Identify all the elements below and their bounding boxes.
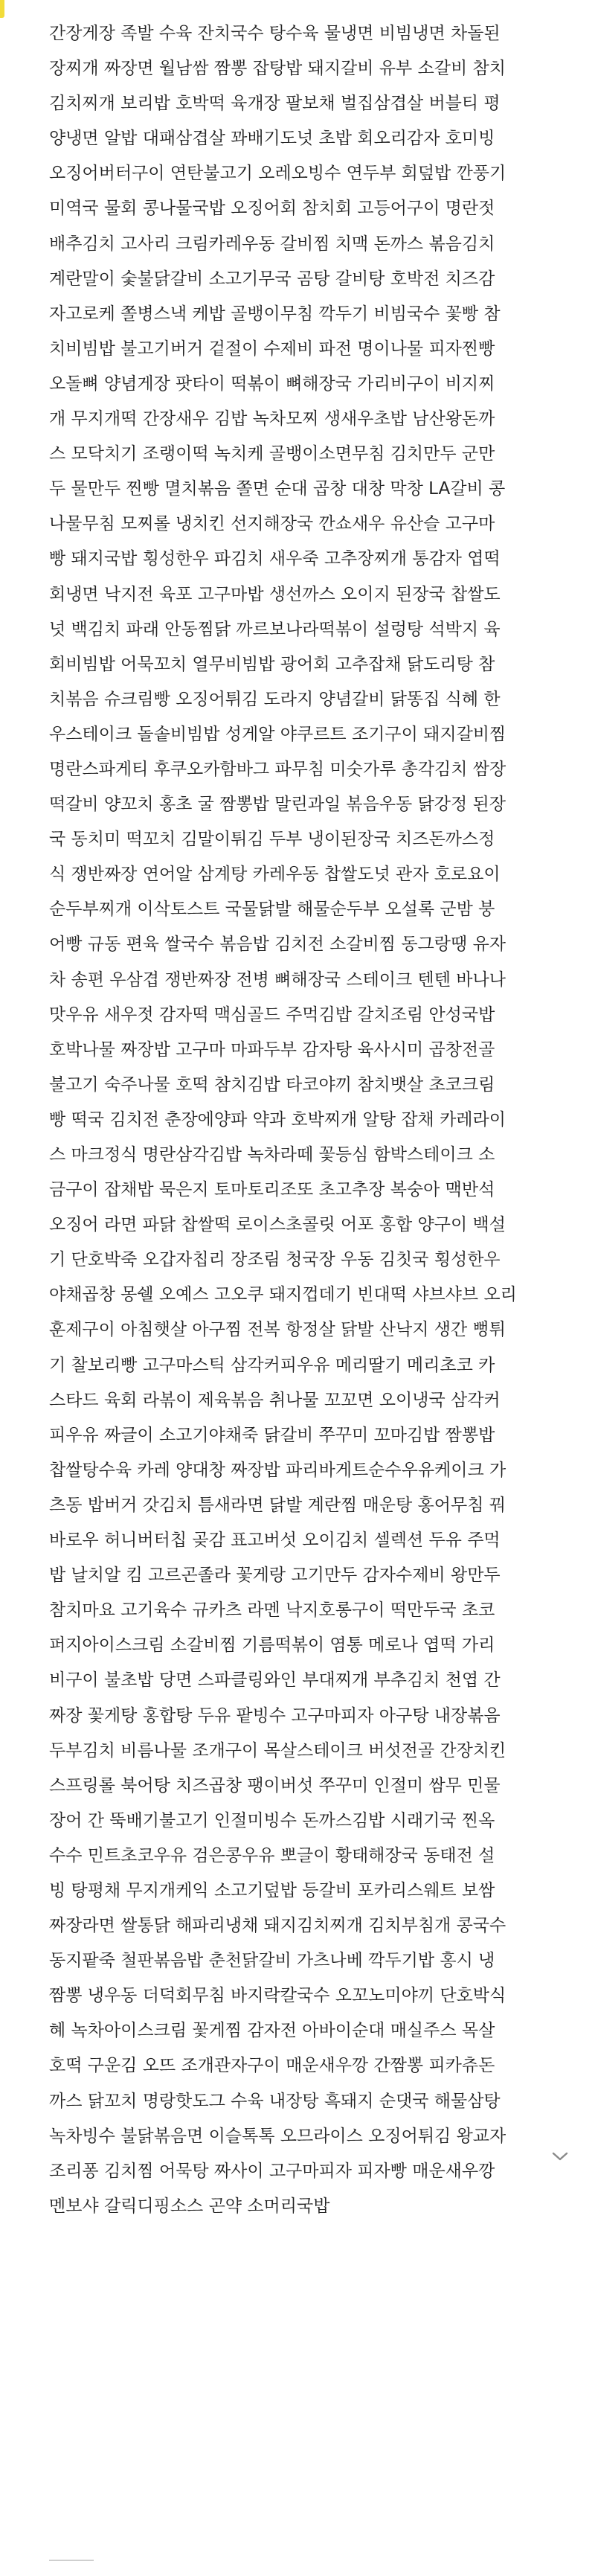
text-line: 치비빔밥 불고기버거 겉절이 수제비 파전 명이나물 피자찐빵: [49, 339, 495, 359]
text-line: 빵 떡국 김치전 춘장에양파 약과 호박찌개 알탕 잡채 카레라이: [49, 1109, 506, 1130]
text-line: 멘보샤 갈릭디핑소스 곤약 소머리국밥: [49, 2196, 330, 2216]
text-line: 식 쟁반짜장 연어알 삼계탕 카레우동 찹쌀도넛 관자 호로요이: [49, 865, 501, 885]
footer-divider: [49, 2560, 94, 2561]
text-line: 회냉면 낙지전 육포 고구마밥 생선까스 오이지 된장국 찹쌀도: [49, 584, 501, 604]
text-line: 장어 간 뚝배기불고기 인절미빙수 돈까스김밥 시래기국 찐옥: [49, 1810, 495, 1830]
text-line: 회비빔밥 어묵꼬치 열무비빔밥 광어회 고추잡채 닭도리탕 참: [49, 654, 495, 674]
text-line: 양냉면 알밥 대패삼겹살 꽈배기도넛 초밥 회오리감자 호미빙: [49, 129, 495, 149]
text-line: 바로우 허니버터칩 곶감 표고버섯 오이김치 셀렉션 두유 주먹: [49, 1531, 501, 1551]
text-line: 국 동치미 떡꼬치 김말이튀김 두부 냉이된장국 치즈돈까스정: [49, 830, 495, 850]
text-line: 기 찰보리빵 고구마스틱 삼각커피우유 메리딸기 메리초코 카: [49, 1355, 495, 1375]
text-line: 빵 돼지국밥 횡성한우 파김치 새우죽 고추장찌개 통감자 엽떡: [49, 549, 501, 569]
text-line: 까스 닭꼬치 명랑핫도그 수육 내장탕 흑돼지 순댓국 해물삼탕: [49, 2091, 501, 2111]
text-line: 불고기 숙주나물 호떡 참치김밥 타코야끼 참치뱃살 초코크림: [49, 1074, 495, 1095]
text-line: 수수 민트초코우유 검은콩우유 뽀글이 황태해장국 동태전 설: [49, 1845, 495, 1865]
text-line: 순두부찌개 이삭토스트 국물닭발 해물순두부 오설록 군밤 붕: [49, 900, 495, 920]
chevron-down-icon[interactable]: [552, 2152, 568, 2161]
scroll-indicator: [0, 0, 4, 18]
text-line: 미역국 물회 콩나물국밥 오징어회 참치회 고등어구이 명란젓: [49, 199, 495, 219]
text-line: 피우유 짜글이 소고기야채죽 닭갈비 쭈꾸미 꼬마김밥 짬뽕밥: [49, 1425, 495, 1445]
text-line: 계란말이 숯불닭갈비 소고기무국 곰탕 갈비탕 호박전 치즈감: [49, 269, 495, 289]
text-line: 차 송편 우삼겹 쟁반짜장 전병 뼈해장국 스테이크 텐텐 바나나: [49, 970, 506, 990]
text-line: 호떡 구운김 오뜨 조개관자구이 매운새우깡 간짬뽕 피카츄돈: [49, 2056, 495, 2076]
text-line: 스프링롤 북어탕 치즈곱창 팽이버섯 쭈꾸미 인절미 쌈무 민물: [49, 1775, 501, 1795]
text-line: 두 물만두 찐빵 멸치볶음 쫄면 순대 곱창 대창 막창 LA갈비 콩: [49, 479, 506, 499]
text-line: 자고로케 쫄병스낵 케밥 골뱅이무침 깍두기 비빔국수 꽃빵 참: [49, 304, 501, 324]
text-line: 장찌개 짜장면 월남쌈 짬뽕 잡탕밥 돼지갈비 유부 소갈비 참치: [49, 59, 506, 79]
text-line: 참치마요 고기육수 규카츠 라멘 낙지호롱구이 떡만두국 초코: [49, 1601, 495, 1621]
text-line: 우스테이크 돌솥비빔밥 성게알 야쿠르트 조기구이 돼지갈비찜: [49, 724, 506, 744]
text-line: 오징어 라면 파닭 찹쌀떡 로이스초콜릿 어포 홍합 양구이 백설: [49, 1215, 506, 1235]
text-line: 혜 녹차아이스크림 꽃게찜 감자전 아바이순대 매실주스 목살: [49, 2021, 495, 2041]
text-line: 츠동 밥버거 갓김치 틈새라면 닭발 계란찜 매운탕 홍어무침 꿔: [49, 1495, 506, 1515]
text-line: 배추김치 고사리 크림카레우동 갈비찜 치맥 돈까스 볶음김치: [49, 234, 495, 254]
text-line: 호박나물 짜장밥 고구마 마파두부 감자탕 육사시미 곱창전골: [49, 1039, 495, 1060]
text-line: 스타드 육회 라볶이 제육볶음 취나물 꼬꼬면 오이냉국 삼각커: [49, 1390, 501, 1410]
text-line: 나물무침 모찌롤 냉치킨 선지해장국 깐쇼새우 유산슬 고구마: [49, 514, 495, 534]
text-line: 짜장라면 쌀통닭 해파리냉채 돼지김치찌개 김치부침개 콩국수: [49, 1916, 506, 1936]
text-line: 기 단호박죽 오갑자칩리 장조림 청국장 우동 김칫국 횡성한우: [49, 1250, 501, 1270]
text-line: 오돌뼈 양념게장 팟타이 떡볶이 뼈해장국 가리비구이 비지찌: [49, 374, 495, 394]
text-line: 빙 탕평채 무지개케익 소고기덮밥 등갈비 포카리스웨트 보쌈: [49, 1880, 495, 1900]
food-list-text: [49, 16, 585, 2224]
text-line: 오징어버터구이 연탄불고기 오레오빙수 연두부 회덮밥 깐풍기: [49, 164, 506, 184]
text-line: 명란스파게티 후쿠오카함바그 파무침 미숫가루 총각김치 쌈장: [49, 759, 506, 779]
text-line: 찹쌀탕수육 카레 양대창 짜장밥 파리바게트순수우유케이크 가: [49, 1460, 506, 1480]
text-line: 금구이 잡채밥 묵은지 토마토리조또 초고추장 복숭아 맥반석: [49, 1180, 495, 1200]
text-line: 비구이 불초밥 당면 스파클링와인 부대찌개 부추김치 천엽 간: [49, 1670, 501, 1691]
text-line: 훈제구이 아침햇살 아구찜 전복 항정살 닭발 산낙지 생간 뻥튀: [49, 1320, 506, 1340]
text-line: 조리퐁 김치찜 어묵탕 짜사이 고구마피자 피자빵 매운새우깡: [49, 2161, 495, 2181]
text-line: 넛 백김치 파래 안동찜닭 까르보나라떡볶이 설렁탕 석박지 육: [49, 619, 501, 639]
text-line: 어빵 규동 편육 쌀국수 볶음밥 김치전 소갈비찜 동그랑땡 유자: [49, 935, 506, 955]
text-line: 밥 날치알 킴 고르곤졸라 꽃게랑 고기만두 감자수제비 왕만두: [49, 1566, 501, 1586]
text-line: 스 모닥치기 조랭이떡 녹치케 골뱅이소면무침 김치만두 군만: [49, 444, 495, 464]
text-line: 맛우유 새우젓 감자떡 맥심골드 주먹김밥 갈치조림 안성국밥: [49, 1005, 495, 1025]
text-line: 야채곱창 몽쉘 오예스 고오쿠 돼지껍데기 빈대떡 샤브샤브 오리: [49, 1285, 517, 1305]
text-line: 김치찌개 보리밥 호박떡 육개장 팔보채 벌집삼겹살 버블티 평: [49, 94, 501, 114]
text-line: 녹차빙수 불닭볶음면 이슬톡톡 오므라이스 오징어튀김 왕교자: [49, 2126, 506, 2146]
text-line: 동지팥죽 철판볶음밥 춘천닭갈비 가츠나베 깍두기밥 홍시 냉: [49, 1951, 495, 1971]
text-line: 짬뽕 냉우동 더덕회무침 바지락칼국수 오꼬노미야끼 단호박식: [49, 1986, 506, 2006]
text-line: 개 무지개떡 간장새우 김밥 녹차모찌 생새우초밥 남산왕돈까: [49, 409, 495, 429]
text-line: 간장게장 족발 수육 잔치국수 탕수육 물냉면 비빔냉면 차돌된: [49, 24, 501, 43]
text-line: 두부김치 비름나물 조개구이 목살스테이크 버섯전골 간장치킨: [49, 1740, 506, 1760]
text-line: 짜장 꽃게탕 홍합탕 두유 팥빙수 고구마피자 아구탕 내장볶음: [49, 1705, 501, 1726]
text-line: 치볶음 슈크림빵 오징어튀김 도라지 양념갈비 닭똥집 식혜 한: [49, 689, 501, 709]
text-line: 스 마크정식 명란삼각김밥 녹차라떼 꽃등심 함박스테이크 소: [49, 1145, 495, 1164]
text-line: 퍼지아이스크림 소갈비찜 기름떡볶이 염통 메로나 엽떡 가리: [49, 1635, 495, 1656]
text-line: 떡갈비 양꼬치 홍초 굴 짬뽕밥 말린과일 볶음우동 닭강정 된장: [49, 795, 506, 815]
